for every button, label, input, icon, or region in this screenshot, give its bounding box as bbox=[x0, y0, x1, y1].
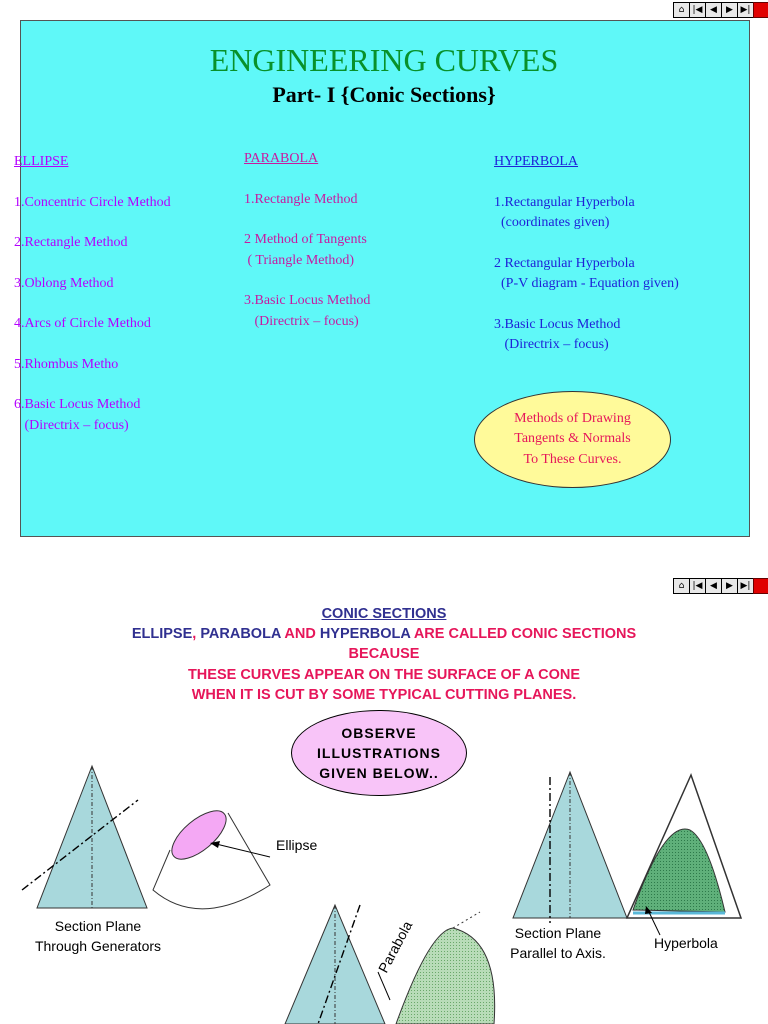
because-line: BECAUSE bbox=[348, 646, 420, 662]
ellipse-label: Ellipse bbox=[276, 837, 318, 853]
conic-sections-heading: CONIC SECTIONS bbox=[321, 606, 447, 622]
prev-slide-icon[interactable]: ◀ bbox=[705, 578, 722, 594]
page-subtitle: Part- I {Conic Sections} bbox=[272, 82, 496, 107]
observe-line-1: OBSERVE bbox=[341, 725, 417, 741]
hyperbola-method-2-note: (P-V diagram - Equation given) bbox=[494, 276, 679, 291]
next-slide-icon[interactable]: ▶ bbox=[721, 2, 738, 18]
cut-planes-line: WHEN IT IS CUT BY SOME TYPICAL CUTTING PLANES. bbox=[191, 687, 577, 703]
observe-line-3: GIVEN BELOW.. bbox=[319, 765, 439, 781]
hyperbola-heading[interactable]: HYPERBOLA bbox=[494, 154, 579, 169]
ellipse-method-6-note: (Directrix – focus) bbox=[14, 417, 129, 433]
ellipse-method-3[interactable]: 3.Oblong Method bbox=[14, 275, 114, 291]
ellipse-word: ELLIPSE bbox=[131, 626, 193, 642]
ellipse-method-4[interactable]: 4.Arcs of Circle Method bbox=[14, 316, 151, 331]
plane-2-label-line-1: Section Plane bbox=[514, 925, 602, 941]
parabola-label: Parabola bbox=[374, 918, 416, 976]
page-title: ENGINEERING CURVES bbox=[209, 42, 559, 78]
parabola-heading[interactable]: PARABOLA bbox=[244, 151, 319, 166]
next-slide-icon[interactable]: ▶ bbox=[721, 578, 738, 594]
hyperbola-method-3[interactable]: 3.Basic Locus Method bbox=[494, 316, 621, 332]
are-called-text: ARE CALLED CONIC SECTIONS bbox=[413, 626, 637, 642]
plane-2-label bbox=[490, 923, 626, 963]
comma: , bbox=[192, 626, 197, 642]
ellipse-method-2[interactable]: 2.Rectangle Method bbox=[14, 235, 128, 250]
parabola-method-2-note: ( Triangle Method) bbox=[244, 252, 355, 268]
ellipse-method-5[interactable]: 5.Rhombus Metho bbox=[14, 356, 119, 372]
observe-line-2: ILLUSTRATIONS bbox=[317, 745, 441, 761]
tangents-note-line-1: Methods of Drawing bbox=[514, 410, 631, 426]
ellipse-section-figure bbox=[153, 802, 270, 909]
ellipse-method-1[interactable]: 1.Concentric Circle Method bbox=[14, 194, 171, 210]
plane-1-label-line-1: Section Plane bbox=[54, 918, 142, 934]
plane-1-label bbox=[8, 916, 188, 956]
plane-1-label-line-2: Through Generators bbox=[34, 938, 162, 954]
parabola-shape bbox=[396, 928, 495, 1024]
hyperbola-method-3-note: (Directrix – focus) bbox=[494, 337, 609, 352]
ellipse-heading[interactable]: ELLIPSE bbox=[14, 154, 69, 169]
parabola-method-1[interactable]: 1.Rectangle Method bbox=[244, 191, 358, 207]
and-word: AND bbox=[284, 626, 316, 642]
curves-appear-line: THESE CURVES APPEAR ON THE SURFACE OF A CONE bbox=[187, 667, 581, 683]
parabola-method-3-note: (Directrix – focus) bbox=[244, 313, 359, 329]
home-icon[interactable]: ⌂ bbox=[673, 578, 690, 594]
tangents-note-line-3: To These Curves. bbox=[523, 451, 622, 467]
last-slide-icon[interactable]: ▶| bbox=[737, 578, 754, 594]
hyperbola-section-figure bbox=[627, 775, 741, 935]
last-slide-icon[interactable]: ▶| bbox=[737, 2, 754, 18]
prev-slide-icon[interactable]: ◀ bbox=[705, 2, 722, 18]
first-slide-icon[interactable]: |◀ bbox=[689, 2, 706, 18]
first-slide-icon[interactable]: |◀ bbox=[689, 578, 706, 594]
hyperbola-method-2[interactable]: 2 Rectangular Hyperbola bbox=[494, 255, 635, 271]
parabola-method-2[interactable]: 2 Method of Tangents bbox=[244, 232, 367, 247]
hyperbola-method-1-note: (coordinates given) bbox=[494, 215, 610, 230]
ellipse-method-6[interactable]: 6.Basic Locus Method bbox=[14, 397, 141, 412]
hyperbola-label: Hyperbola bbox=[654, 935, 718, 951]
home-icon[interactable]: ⌂ bbox=[673, 2, 690, 18]
hyperbola-method-1[interactable]: 1.Rectangular Hyperbola bbox=[494, 194, 635, 210]
parabola-word: PARABOLA bbox=[200, 626, 281, 642]
tangents-note-line-2: Tangents & Normals bbox=[514, 431, 631, 447]
parabola-method-3[interactable]: 3.Basic Locus Method bbox=[244, 293, 371, 308]
hyperbola-word: HYPERBOLA bbox=[319, 626, 411, 642]
plane-2-label-line-2: Parallel to Axis. bbox=[510, 945, 606, 961]
